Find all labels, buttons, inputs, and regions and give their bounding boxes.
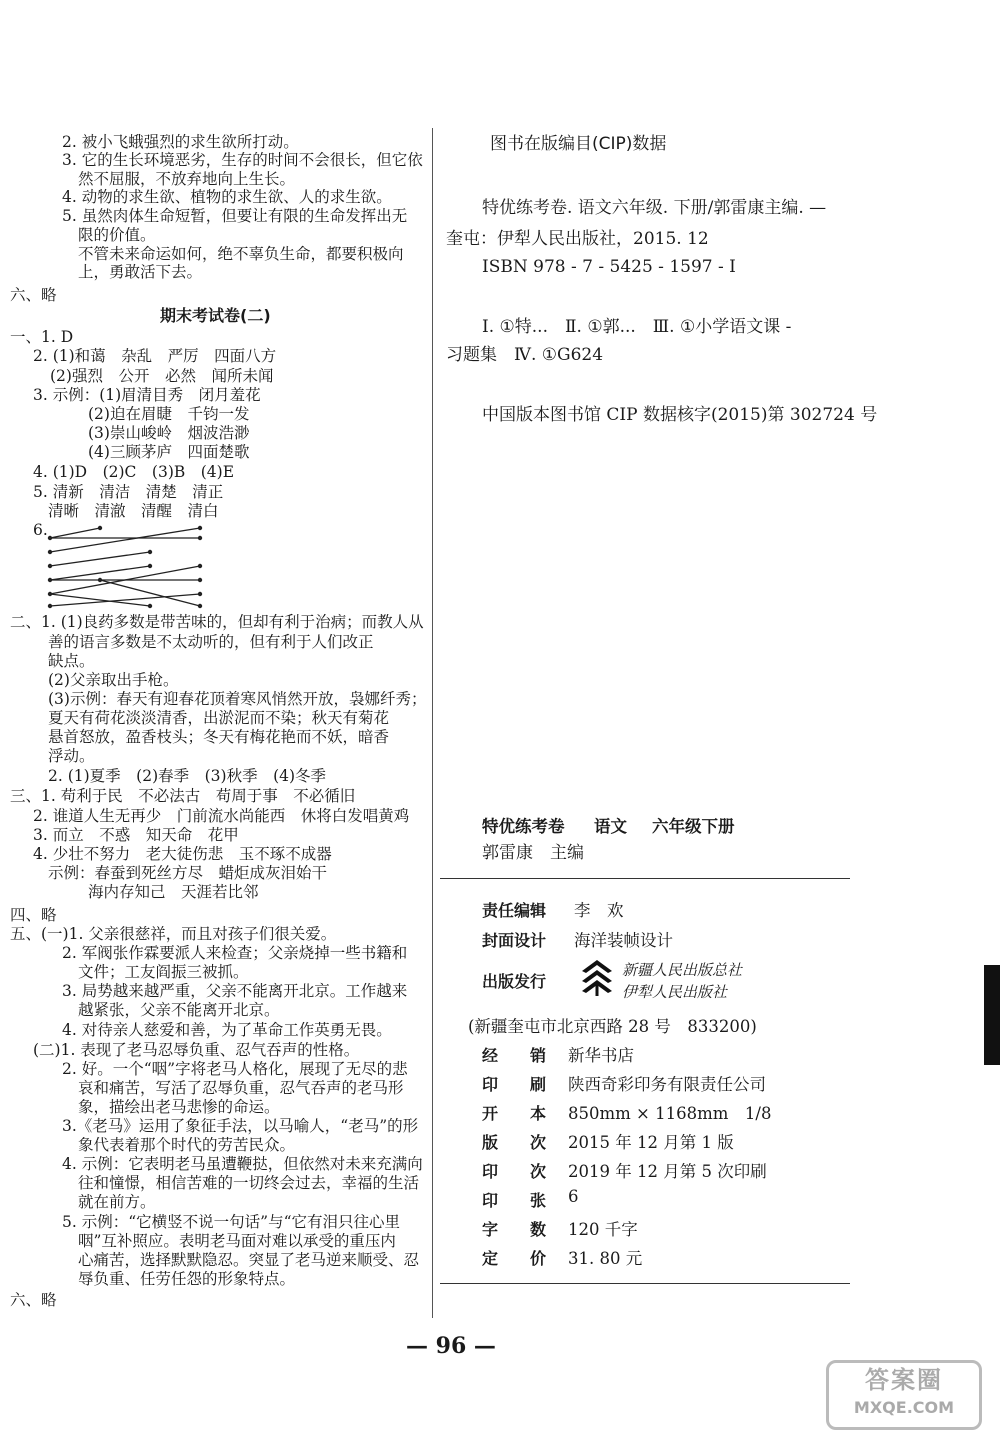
cover-value: 海洋装帧设计 — [574, 931, 673, 950]
answer-line: 往和憧憬，相信苦难的一切终会过去，幸福的生活 — [78, 1174, 420, 1192]
cip-line: 特优练考卷. 语文六年级. 下册/郭雷康主编. — — [482, 198, 827, 218]
printing-label: 印 次 — [482, 1162, 547, 1181]
answer-line: 3.《老马》运用了象征手法，以马喻人，“老马”的形 — [62, 1117, 419, 1135]
answer-line: 2. 被小飞蛾强烈的求生欲所打动。 — [62, 133, 299, 151]
publisher-address: (新疆奎屯市北京西路 28 号 833200) — [468, 1017, 757, 1036]
answer-line: (2)迫在眉睫 千钧一发 — [88, 405, 250, 423]
answer-line: 3. 示例：(1)眉清目秀 闭月羞花 — [33, 386, 261, 404]
answer-line: 2. 军阀张作霖要派人来检查；父亲烧掉一些书籍和 — [62, 944, 408, 962]
sheets-label: 印 张 — [482, 1191, 547, 1210]
answer-line: 4. 动物的求生欲、植物的求生欲、人的求生欲。 — [62, 188, 392, 206]
answer-line: 夏天有荷花淡淡清香，出淤泥而不染；秋天有菊花 — [48, 709, 390, 727]
answer-line: 然不屈服，不放弃地向上生长。 — [78, 170, 296, 188]
format-label: 开 本 — [482, 1104, 547, 1123]
answer-line: 5. 示例：“它横竖不说一句话”与“它有泪只往心里 — [62, 1213, 400, 1231]
answer-line: 限的价值。 — [78, 226, 156, 244]
edition-label: 版 次 — [482, 1133, 547, 1152]
answer-line: (2)父亲取出手枪。 — [48, 671, 179, 689]
book-subject: 语文 — [594, 817, 627, 836]
answer-line: 4. 对待亲人慈爱和善，为了革命工作英勇无畏。 — [62, 1021, 392, 1039]
answer-line: 浮动。 — [48, 747, 95, 765]
answer-line: (二)1. 表现了老马忍辱负重、忍气吞声的性格。 — [33, 1041, 360, 1059]
publisher-logo-icon — [580, 958, 614, 998]
answer-line: 4. (1)D (2)C (3)B (4)E — [33, 463, 235, 481]
word-count-value: 120 千字 — [568, 1220, 638, 1239]
answer-line: 2. (1)和蔼 杂乱 严厉 四面八方 — [33, 347, 277, 365]
exam-title: 期末考试卷(二) — [160, 306, 271, 325]
answer-line: 咽”互补照应。表明老马面对难以承受的重压内 — [78, 1232, 396, 1250]
cip-isbn: ISBN 978 - 7 - 5425 - 1597 - I — [482, 257, 736, 277]
answer-line: 心痛苦，选择默默隐忍。突显了老马逆来顺受、忍 — [78, 1251, 420, 1269]
answer-line: 海内存知己 天涯若比邻 — [88, 883, 259, 901]
watermark-logo — [826, 1360, 982, 1430]
answer-line: 6. — [33, 521, 48, 539]
answer-line: 六、略 — [10, 1291, 57, 1309]
answer-line: 六、略 — [10, 286, 57, 304]
answer-line: 2. 谁道人生无再少 门前流水尚能西 休将白发唱黄鸡 — [33, 807, 410, 825]
answer-line: 辱负重、任劳任怨的形象特点。 — [78, 1270, 296, 1288]
answer-line: (3)崇山峻岭 烟波浩渺 — [88, 424, 250, 442]
answer-line: 缺点。 — [48, 652, 95, 670]
answer-line: 3. 局势越来越严重，父亲不能离开北京。工作越来 — [62, 982, 408, 1000]
answer-line: 清晰 清澈 清醒 清白 — [48, 502, 219, 520]
answer-line: 二、1. (1)良药多数是带苦味的，但却有利于治病；而教人从 — [10, 613, 424, 631]
answer-line: (4)三顾茅庐 四面楚歌 — [88, 443, 250, 461]
answer-line: 越紧张，父亲不能离开北京。 — [78, 1001, 280, 1019]
publisher-name-1: 新疆人民出版总社 — [622, 961, 743, 979]
editor-label: 责任编辑 — [482, 901, 547, 920]
answer-line: 文件；工友阎振三被抓。 — [78, 963, 249, 981]
divider — [440, 878, 850, 879]
distribution-value: 新华书店 — [568, 1046, 634, 1065]
cover-label: 封面设计 — [482, 931, 547, 950]
edition-value: 2015 年 12 月第 1 版 — [568, 1133, 734, 1152]
cip-title: 图书在版编目(CIP)数据 — [490, 134, 667, 154]
answer-line: 象，描绘出老马悲惨的命运。 — [78, 1098, 280, 1116]
answer-line: 3. 它的生长环境恶劣，生存的时间不会很长，但它依 — [62, 151, 423, 169]
book-editor: 郭雷康 主编 — [482, 843, 584, 863]
publisher-name-2: 伊犁人民出版社 — [622, 983, 728, 1001]
answer-line: 三、1. 苟利于民 不必法古 苟周于事 不必循旧 — [10, 787, 356, 805]
format-value: 850mm × 1168mm 1/8 — [568, 1104, 772, 1123]
answer-line: 不管未来命运如何，绝不辜负生命，都要积极向 — [78, 245, 404, 263]
matching-diagram — [40, 518, 210, 612]
price-label: 定 价 — [482, 1249, 547, 1268]
answer-line: 一、1. D — [10, 328, 74, 346]
answer-line: 2. (1)夏季 (2)春季 (3)秋季 (4)冬季 — [48, 767, 327, 785]
word-count-label: 字 数 — [482, 1220, 547, 1239]
answer-line: 示例：春蚕到死丝方尽 蜡炬成灰泪始干 — [48, 864, 328, 882]
watermark-text: 答案圈 — [865, 1366, 943, 1394]
answer-line: 悬首怒放，盈香枝头；冬天有梅花艳而不妖，暗香 — [48, 728, 390, 746]
book-grade: 六年级下册 — [652, 817, 735, 836]
cip-record-number: 中国版本图书馆 CIP 数据核字(2015)第 302724 号 — [482, 405, 878, 425]
printer-value: 陕西奇彩印务有限责任公司 — [568, 1075, 766, 1094]
answer-line: (2)强烈 公开 必然 闻所未闻 — [50, 367, 274, 385]
answer-line: 四、略 — [10, 906, 57, 924]
printer-label: 印 刷 — [482, 1075, 547, 1094]
watermark-url: MXQE.COM — [853, 1398, 955, 1417]
column-divider — [432, 128, 433, 1318]
answer-line: 五、(一)1. 父亲很慈祥，而且对孩子们很关爱。 — [10, 925, 337, 943]
answer-line: 4. 少壮不努力 老大徒伤悲 玉不琢不成器 — [33, 845, 332, 863]
cip-line: 习题集 Ⅳ. ①G624 — [446, 345, 604, 365]
cip-line: Ⅰ. ①特... Ⅱ. ①郭... Ⅲ. ①小学语文课 - — [482, 317, 792, 337]
publisher-label: 出版发行 — [482, 972, 547, 991]
distribution-label: 经 销 — [482, 1046, 547, 1065]
price-value: 31. 80 元 — [568, 1249, 643, 1268]
answer-line: (3)示例：春天有迎春花顶着寒风悄然开放，袅娜纤秀； — [48, 690, 427, 708]
divider — [440, 1283, 850, 1284]
side-tab-marker — [984, 965, 1000, 1065]
answer-line: 哀和痛苦，写活了忍辱负重，忍气吞声的老马形 — [78, 1079, 404, 1097]
answer-line: 3. 而立 不惑 知天命 花甲 — [33, 826, 239, 844]
editor-value: 李 欢 — [574, 901, 624, 920]
answer-line: 5. 清新 清洁 清楚 清正 — [33, 483, 224, 501]
answer-line: 象代表着那个时代的劳苦民众。 — [78, 1136, 296, 1154]
answer-line: 就在前方。 — [78, 1193, 156, 1211]
answer-line: 4. 示例：它表明老马虽遭鞭挞，但依然对未来充满向 — [62, 1155, 423, 1173]
answer-line: 5. 虽然肉体生命短暂，但要让有限的生命发挥出无 — [62, 207, 408, 225]
book-series: 特优练考卷 — [482, 817, 565, 836]
answer-line: 2. 好。一个“咽”字将老马人格化，展现了无尽的悲 — [62, 1060, 408, 1078]
answer-line: 善的语言多数是不太动听的，但有利于人们改正 — [48, 633, 374, 651]
answer-line: 上，勇敢活下去。 — [78, 263, 203, 281]
cip-line: 奎屯：伊犁人民出版社，2015. 12 — [446, 229, 709, 249]
sheets-value: 6 — [568, 1187, 579, 1206]
printing-value: 2019 年 12 月第 5 次印刷 — [568, 1162, 767, 1181]
page-number: — 96 — — [406, 1333, 496, 1359]
